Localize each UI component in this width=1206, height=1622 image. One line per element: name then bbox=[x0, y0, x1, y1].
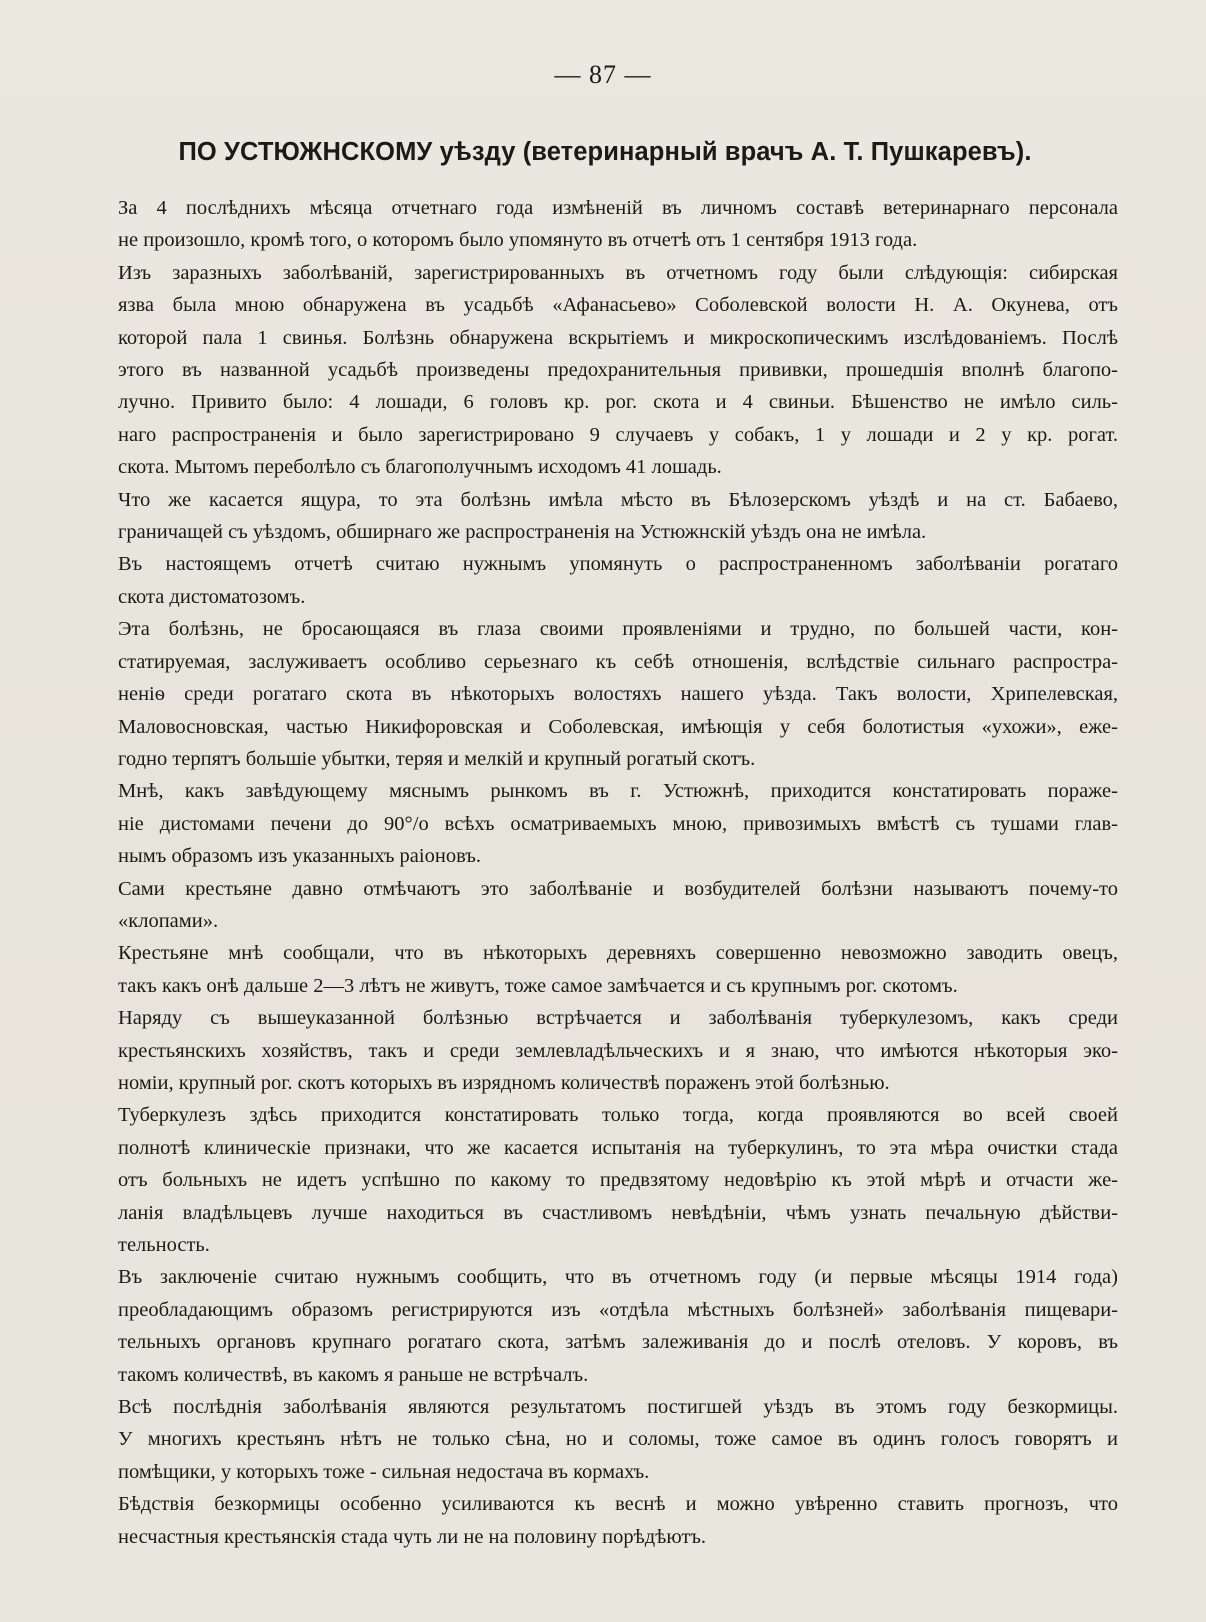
text-line: тельныхъ органовъ крупнаго рогатаго скота, затѣмъ залеживанія до и послѣ отеловъ. У коровъ, въ bbox=[118, 1331, 1118, 1354]
text-line: годно терпятъ большіе убытки, теряя и мелкій и крупный рогатый скотъ. bbox=[118, 747, 756, 770]
paragraph bbox=[118, 1099, 1118, 1261]
paragraph bbox=[118, 937, 1118, 1002]
text-line: Въ заключеніе считаю нужнымъ сообщить, что въ отчетномъ году (и первые мѣсяцы 1914 года) bbox=[118, 1266, 1118, 1289]
text-line: такомъ количествѣ, въ какомъ я раньше не встрѣчалъ. bbox=[118, 1363, 589, 1386]
text-line: скота дистоматозомъ. bbox=[118, 585, 306, 608]
text-line: Наряду съ вышеуказанной болѣзнью встрѣчается и заболѣванія туберкулезомъ, какъ среди bbox=[118, 1007, 1118, 1030]
text-line: скота. Мытомъ переболѣло съ благополучнымъ исходомъ 41 лошадь. bbox=[118, 456, 722, 479]
text-line: граничащей съ уѣздомъ, обширнаго же распространенія на Устюжнскій уѣздъ она не имѣла. bbox=[118, 521, 927, 544]
text-line: несчастныя крестьянскія стада чуть ли не на половину порѣдѣютъ. bbox=[118, 1525, 707, 1548]
report-body bbox=[118, 192, 1118, 1553]
text-line: У многихъ крестьянъ нѣтъ не только сѣна, но и соломы, тоже самое въ одинъ голосъ говорятъ и bbox=[118, 1428, 1118, 1451]
text-line: ланія владѣльцевъ лучше находиться въ счастливомъ невѣдѣніи, чѣмъ узнать печальную дѣйстви- bbox=[118, 1201, 1118, 1224]
text-line: Сами крестьяне давно отмѣчаютъ это заболѣваніе и возбудителей болѣзни называютъ почему-то bbox=[118, 877, 1118, 900]
text-line: Въ настоящемъ отчетѣ считаю нужнымъ упомянуть о распространенномъ заболѣваніи рогатаго bbox=[118, 553, 1118, 576]
paragraph bbox=[118, 192, 1118, 257]
text-line: ніе дистомами печени до 90°/о всѣхъ осматриваемыхъ мною, привозимыхъ вмѣстѣ съ тушами глав- bbox=[118, 812, 1118, 835]
text-line: язва была мною обнаружена въ усадьбѣ «Афанасьево» Соболевской волости Н. А. Окунева, отъ bbox=[118, 294, 1118, 317]
text-line: отъ больныхъ не идетъ успѣшно по какому то предвзятому недовѣрію къ этой мѣрѣ и отчасти же- bbox=[118, 1169, 1118, 1192]
text-line: помѣщики, у которыхъ тоже - сильная недостача въ кормахъ. bbox=[118, 1460, 650, 1483]
paragraph bbox=[118, 257, 1118, 484]
text-line: Что же касается ящура, то эта болѣзнь имѣла мѣсто въ Бѣлозерскомъ уѣздѣ и на ст. Бабаево, bbox=[118, 488, 1118, 511]
text-line: не произошло, кромѣ того, о которомъ было упомянуто въ отчетѣ отъ 1 сентября 1913 года. bbox=[118, 229, 918, 252]
text-line: Всѣ послѣднія заболѣванія являются результатомъ постигшей уѣздъ въ этомъ году безкормицы. bbox=[118, 1396, 1118, 1419]
text-line: полнотѣ клиническіе признаки, что же касается испытанія на туберкулинъ, то эта мѣра очистки стада bbox=[118, 1136, 1118, 1159]
paragraph bbox=[118, 613, 1118, 775]
paragraph bbox=[118, 873, 1118, 938]
paragraph bbox=[118, 484, 1118, 549]
text-line: наго распространенія и было зарегистрировано 9 случаевъ у собакъ, 1 у лошади и 2 у кр. рогат. bbox=[118, 423, 1118, 446]
paragraph bbox=[118, 548, 1118, 613]
text-line: нымъ образомъ изъ указанныхъ раіоновъ. bbox=[118, 845, 481, 868]
text-line: неніѳ среди рогатаго скота въ нѣкоторыхъ волостяхъ нашего уѣзда. Такъ волости, Хрипелевская, bbox=[118, 683, 1118, 706]
section-title: ПО УСТЮЖНСКОМУ уѣзду (ветеринарный врачъ А. Т. Пушкаревъ). bbox=[178, 138, 1032, 166]
text-line: Эта болѣзнь, не бросающаяся въ глаза своими проявленіями и трудно, по большей части, кон- bbox=[118, 618, 1118, 641]
text-line: лучно. Привито было: 4 лошади, 6 головъ кр. рог. скота и 4 свиньи. Бѣшенство не имѣло силь- bbox=[118, 391, 1118, 414]
text-line: номіи, крупный рог. скотъ которыхъ въ изрядномъ количествѣ пораженъ этой болѣзнью. bbox=[118, 1071, 890, 1094]
text-line: этого въ названной усадьбѣ произведены предохранительныя прививки, прошедшія вполнѣ благопо- bbox=[118, 359, 1118, 382]
text-line: тельность. bbox=[118, 1234, 210, 1256]
text-line: Мнѣ, какъ завѣдующему мяснымъ рынкомъ въ г. Устюжнѣ, приходится констатировать пораже- bbox=[118, 780, 1118, 803]
text-line: Туберкулезъ здѣсь приходится констатировать только тогда, когда проявляются во всей своей bbox=[118, 1104, 1118, 1127]
paragraph bbox=[118, 1488, 1118, 1553]
page-number: — 87 — bbox=[554, 60, 652, 89]
text-line: Маловосновская, частью Никифоровская и Соболевская, имѣющія у себя болотистыя «ухожи», еже- bbox=[118, 715, 1118, 738]
paragraph bbox=[118, 1391, 1118, 1488]
text-line: которой пала 1 свинья. Болѣзнь обнаружена вскрытіемъ и микроскопическимъ изслѣдованіемъ. Послѣ bbox=[118, 326, 1118, 349]
text-line: Бѣдствія безкормицы особенно усиливаются къ веснѣ и можно увѣренно ставить прогнозъ, что bbox=[118, 1493, 1118, 1516]
text-line: крестьянскихъ хозяйствъ, такъ и среди землевладѣльческихъ и я знаю, что имѣются нѣкоторыя эко- bbox=[118, 1039, 1118, 1062]
paragraph bbox=[118, 775, 1118, 872]
paragraph bbox=[118, 1002, 1118, 1099]
text-line: Крестьяне мнѣ сообщали, что въ нѣкоторыхъ деревняхъ совершенно невозможно заводить овецъ, bbox=[118, 942, 1118, 965]
text-line: За 4 послѣднихъ мѣсяца отчетнаго года измѣненій въ личномъ составѣ ветеринарнаго персонала bbox=[118, 197, 1118, 219]
text-line: преобладающимъ образомъ регистрируются изъ «отдѣла мѣстныхъ болѣзней» заболѣванія пищевари- bbox=[118, 1298, 1118, 1321]
text-line: Изъ заразныхъ заболѣваній, зарегистрированныхъ въ отчетномъ году были слѣдующія: сибирская bbox=[118, 261, 1118, 284]
text-line: статируемая, заслуживаетъ особливо серьезнаго къ себѣ отношенія, вслѣдствіе сильнаго распростра- bbox=[118, 650, 1118, 673]
text-line: «клопами». bbox=[118, 909, 219, 932]
paragraph bbox=[118, 1261, 1118, 1391]
text-line: такъ какъ онѣ дальше 2—3 лѣтъ не живутъ, тоже самое замѣчается и съ крупнымъ рог. скотомъ. bbox=[118, 974, 958, 997]
